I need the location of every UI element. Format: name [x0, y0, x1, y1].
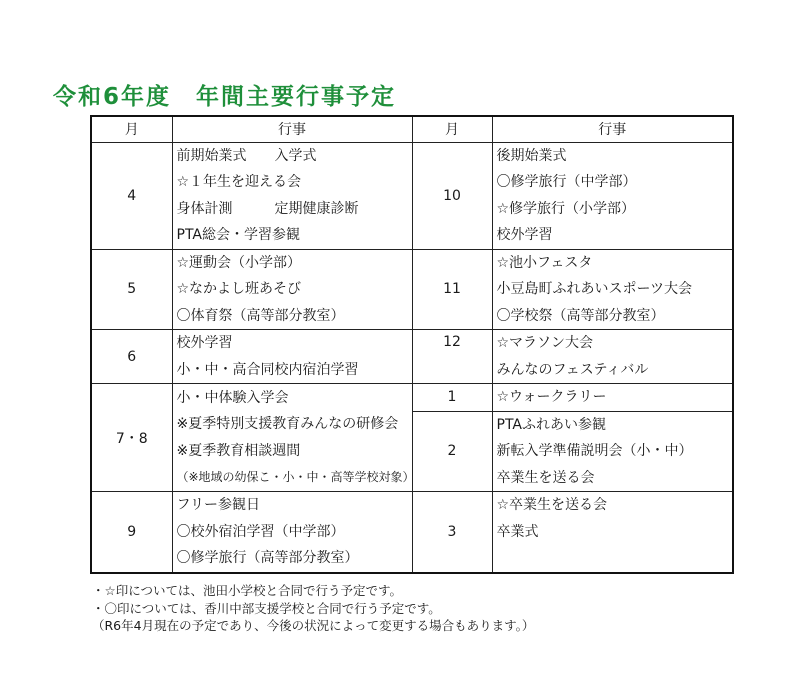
page-title: 令和6年度 年間主要行事予定: [53, 84, 397, 110]
event-line: ※夏季教育相談週間: [176, 442, 301, 459]
event-line: PTA総会・学習参観: [176, 227, 300, 243]
event-line: 小・中体験入学会: [176, 389, 289, 406]
month-cell: 12: [412, 330, 492, 384]
events-cell: [172, 492, 412, 573]
header-month-right: 月: [412, 116, 492, 142]
event-line: 校外学習: [176, 335, 233, 351]
events-cell: [172, 384, 415, 492]
events-cell: [172, 330, 412, 384]
month-cell: 9: [91, 492, 172, 573]
event-line: 小・中・高合同校内宿泊学習: [176, 361, 359, 378]
event-line: フリー参観日: [176, 497, 260, 513]
event-line: 身体計測 定期健康診断: [176, 200, 359, 217]
header-events-right: 行事: [492, 116, 733, 142]
event-line: ☆なかよし班あそび: [176, 281, 302, 297]
events-cell: [492, 411, 733, 492]
events-cell: [172, 249, 412, 330]
event-line: ☆卒業生を送る会: [496, 497, 608, 513]
event-line: 卒業式: [496, 523, 539, 540]
month-cell: 6: [91, 330, 172, 384]
events-cell: [172, 142, 412, 249]
event-line: 前期始業式 入学式: [176, 147, 317, 164]
month-cell: 11: [412, 249, 492, 330]
table-row: [91, 249, 733, 330]
event-line: （※地域の幼保こ・小・中・高等学校対象）: [176, 470, 415, 484]
month-cell: 10: [412, 142, 492, 249]
footnotes: [92, 582, 534, 635]
event-line: ☆ウォークラリー: [496, 389, 607, 405]
events-cell: [492, 249, 733, 330]
events-cell: [492, 330, 733, 384]
event-line: ☆マラソン大会: [496, 335, 594, 351]
month-cell: 4: [91, 142, 172, 249]
event-line: 〇校外宿泊学習（中学部）: [176, 523, 345, 540]
event-line: ☆池小フェスタ: [496, 254, 593, 271]
header-month-left: 月: [91, 116, 172, 142]
event-line: 新転入学準備説明会（小・中）: [496, 443, 693, 459]
event-line: 卒業生を送る会: [496, 469, 595, 486]
event-line: PTAふれあい参観: [496, 416, 606, 433]
month-cell: 7・8: [91, 384, 172, 492]
event-line: 校外学習: [496, 227, 553, 243]
event-line: ※夏季特別支援教育みんなの研修会: [176, 416, 399, 432]
event-line: 後期始業式: [496, 147, 567, 164]
event-line: みんなのフェスティバル: [496, 361, 649, 378]
footnote-disclaimer: （R6年4月現在の予定であり、今後の状況によって変更する場合もあります。）: [92, 618, 535, 633]
table-row: [91, 330, 733, 384]
event-line: ☆修学旅行（小学部）: [496, 200, 636, 217]
event-line: 〇修学旅行（中学部）: [496, 174, 637, 190]
month-cell: 1: [412, 384, 492, 412]
table-row: [91, 142, 733, 249]
month-cell: 5: [91, 249, 172, 330]
event-line: 〇体育祭（高等部分教室）: [176, 307, 345, 324]
table-row: [91, 384, 733, 412]
events-cell: [492, 142, 733, 249]
event-line: ☆運動会（小学部）: [176, 254, 302, 271]
header-events-left: 行事: [172, 116, 412, 142]
month-cell: 3: [412, 492, 492, 573]
event-line: 〇修学旅行（高等部分教室）: [176, 550, 359, 566]
event-line: ☆１年生を迎える会: [176, 174, 302, 190]
event-line: 小豆島町ふれあいスポーツ大会: [496, 281, 692, 297]
events-cell: [492, 384, 733, 412]
footnote-circle: ・〇印については、香川中部支援学校と合同で行う予定です。: [92, 600, 441, 616]
event-line: 〇学校祭（高等部分教室）: [496, 307, 665, 324]
footnote-star: ・☆印については、池田小学校と合同で行う予定です。: [92, 583, 402, 598]
schedule-table: [90, 115, 734, 574]
table-row: [91, 492, 733, 573]
header-row: [91, 116, 733, 142]
events-cell: [492, 492, 733, 573]
month-cell: 2: [412, 411, 492, 492]
